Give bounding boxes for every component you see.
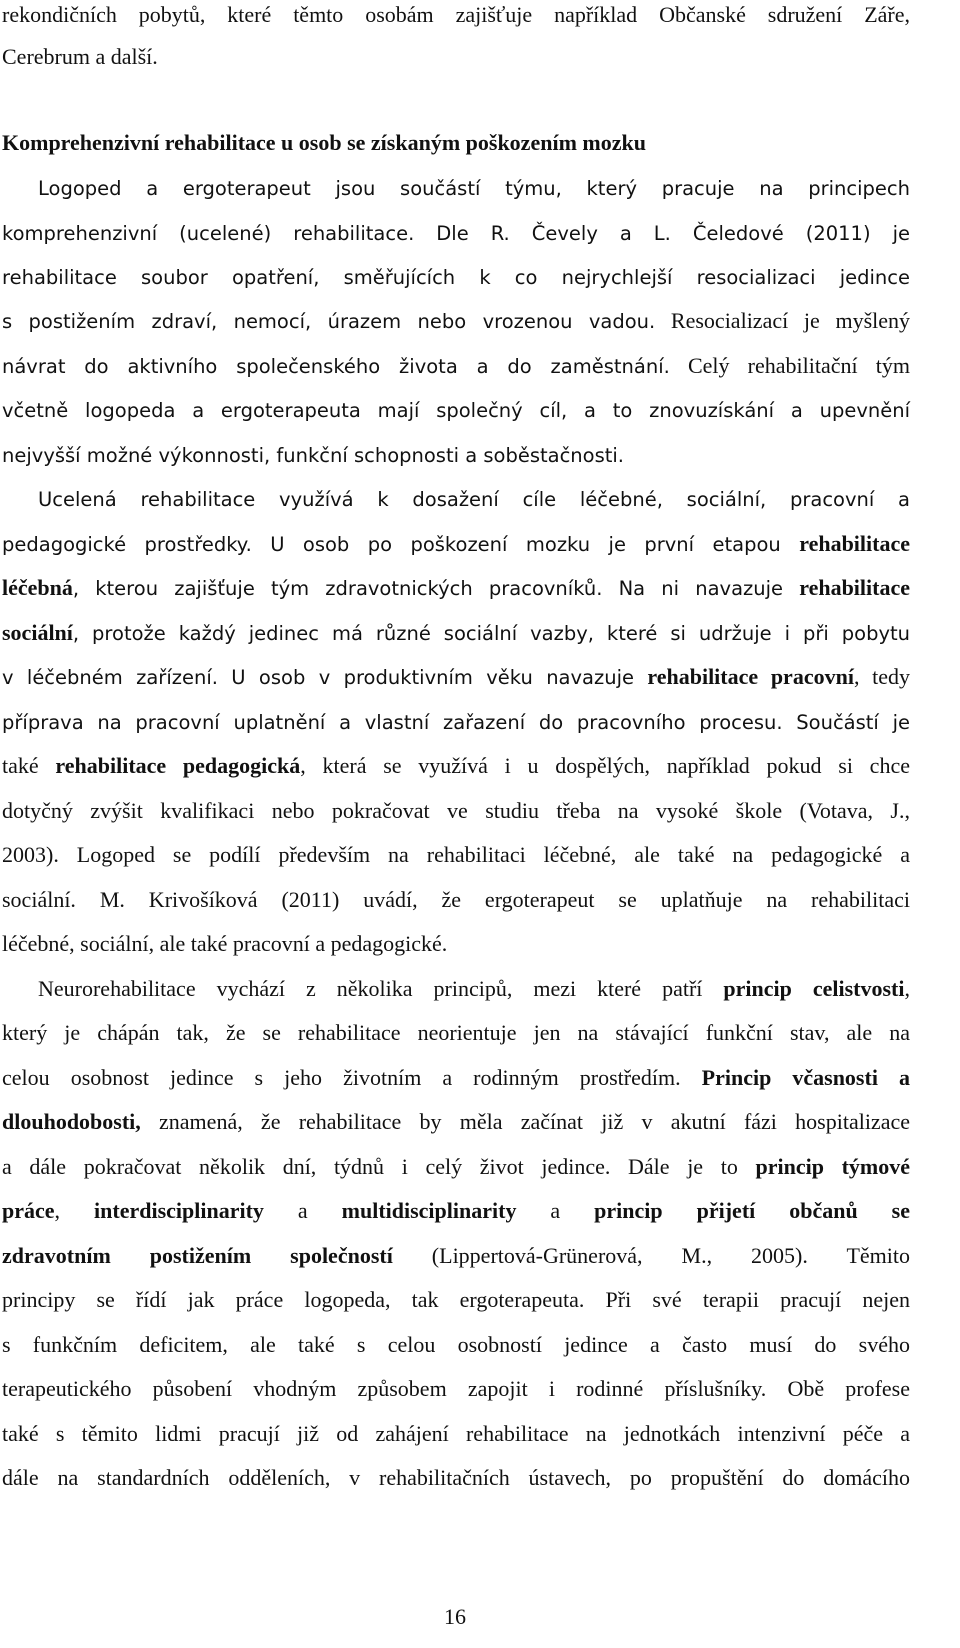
- text-line: Neurorehabilitace vychází z několika principů, mezi které patří princip celistvosti,: [38, 976, 910, 1001]
- text-line: a dále pokračovat několik dní, týdnů i celý život jedince. Dále je to princip týmové: [2, 1154, 910, 1179]
- text-line: rehabilitace soubor opatření, směřujících k co nejrychlejší resocializaci jedince: [2, 266, 910, 289]
- text-line: zdravotním postižením společností (Lippertová-Grünerová, M., 2005). Těmito: [2, 1243, 910, 1268]
- text-line: celou osobnost jedince s jeho životním a rodinným prostředím. Princip včasnosti a: [2, 1065, 910, 1090]
- text-line: Logoped a ergoterapeut jsou součástí týmu, který pracuje na principech: [38, 177, 910, 200]
- text-line: také rehabilitace pedagogická, která se využívá i u dospělých, například pokud si chce: [2, 753, 910, 778]
- text-line: příprava na pracovní uplatnění a vlastní zařazení do pracovního procesu. Součástí je: [2, 711, 910, 734]
- text-line: pedagogické prostředky. U osob po poškození mozku je první etapou rehabilitace: [2, 531, 910, 556]
- text-line: včetně logopeda a ergoterapeuta mají společný cíl, a to znovuzískání a upevnění: [2, 399, 910, 422]
- text-line: s funkčním deficitem, ale také s celou osobností jedince a často musí do svého: [2, 1332, 910, 1357]
- text-line: léčebná, kterou zajišťuje tým zdravotnických pracovníků. Na ni navazuje rehabilitace: [2, 575, 910, 600]
- text-line: terapeutického působení vhodným způsobem zapojit i rodinné příslušníky. Obě profese: [2, 1376, 910, 1401]
- text-line: práce, interdisciplinarity a multidisciplinarity a princip přijetí občanů se: [2, 1198, 911, 1223]
- text-line: komprehenzivní (ucelené) rehabilitace. Dle R. Čevely a L. Čeledové (2011) je: [2, 222, 910, 245]
- text-line: sociální, protože každý jedinec má různé sociální vazby, které si udržuje i při pobytu: [2, 620, 910, 645]
- text-line: Ucelená rehabilitace využívá k dosažení cíle léčebné, sociální, pracovní a: [38, 488, 910, 511]
- text-line: principy se řídí jak práce logopeda, tak ergoterapeuta. Při své terapii pracují nejen: [2, 1287, 910, 1312]
- section-heading: Komprehenzivní rehabilitace u osob se získaným poškozením mozku: [2, 130, 646, 155]
- text-line: léčebné, sociální, ale také pracovní a pedagogické.: [2, 931, 448, 956]
- text-line: s postižením zdraví, nemocí, úrazem nebo vrozenou vadou. Resocializací je myšlený: [2, 308, 911, 333]
- page-number: 16: [444, 1604, 466, 1629]
- text-line: dále na standardních odděleních, v rehabilitačních ústavech, po propuštění do domácího: [2, 1465, 910, 1490]
- text-line: Cerebrum a další.: [2, 44, 158, 69]
- text-line: dlouhodobosti, znamená, že rehabilitace by měla začínat již v akutní fázi hospitalizace: [2, 1109, 910, 1134]
- text-line: návrat do aktivního společenského života a do zaměstnání. Celý rehabilitační tým: [2, 353, 910, 378]
- text-line: který je chápán tak, že se rehabilitace neorientuje jen na stávající funkční stav, ale na: [2, 1020, 910, 1045]
- text-line: sociální. M. Krivošíková (2011) uvádí, že ergoterapeut se uplatňuje na rehabilitaci: [2, 887, 910, 912]
- text-line: rekondičních pobytů, které těmto osobám zajišťuje například Občanské sdružení Záře,: [2, 2, 910, 27]
- text-line: 2003). Logoped se podílí především na rehabilitaci léčebné, ale také na pedagogické a: [2, 842, 910, 867]
- text-line: v léčebném zařízení. U osob v produktivním věku navazuje rehabilitace pracovní, tedy: [2, 664, 910, 689]
- text-line: nejvyšší možné výkonnosti, funkční schopnosti a soběstačnosti.: [2, 444, 625, 467]
- text-line: také s těmito lidmi pracují již od zahájení rehabilitace na jednotkách intenzivní péče a: [2, 1421, 910, 1446]
- text-line: dotyčný zvýšit kvalifikaci nebo pokračovat ve studiu třeba na vysoké škole (Votava, J.,: [2, 798, 910, 823]
